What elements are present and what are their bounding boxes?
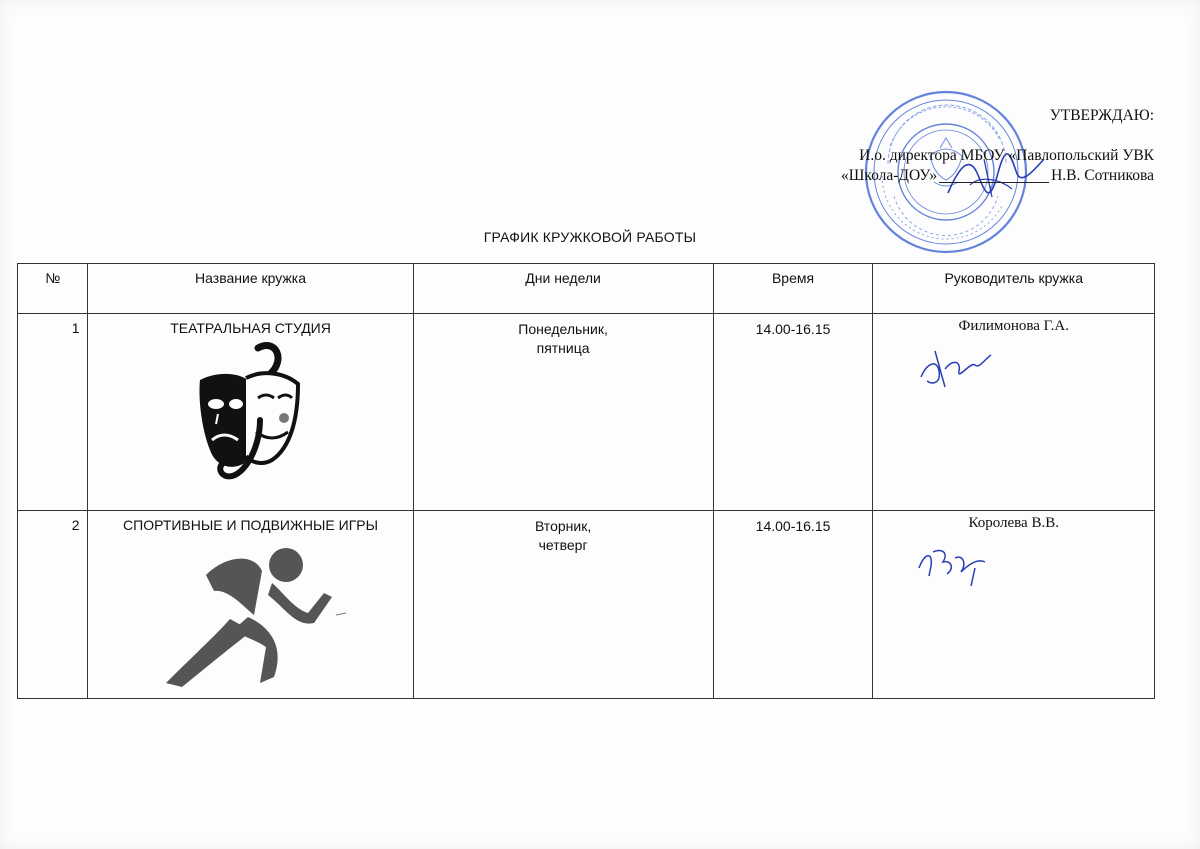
row-num: 1 bbox=[18, 314, 88, 511]
row-num: 2 bbox=[18, 511, 88, 699]
approval-heading: УТВЕРЖДАЮ: bbox=[1049, 107, 1154, 124]
days-line1: Понедельник, bbox=[518, 321, 608, 337]
club-name: СПОРТИВНЫЕ И ПОДВИЖНЫЕ ИГРЫ bbox=[123, 517, 379, 533]
row-leader-cell bbox=[873, 511, 1155, 699]
table-row bbox=[18, 511, 1155, 699]
approval-signer-line bbox=[841, 166, 1154, 186]
runner-icon bbox=[88, 533, 412, 698]
header-leader: Руководитель кружка bbox=[873, 264, 1155, 314]
header-name: Название кружка bbox=[88, 264, 413, 314]
row-time: 14.00-16.15 bbox=[713, 314, 873, 511]
table-header-row bbox=[18, 264, 1155, 314]
row-leader-cell bbox=[873, 314, 1155, 511]
approval-block bbox=[841, 106, 1154, 186]
row-days bbox=[413, 511, 713, 699]
header-time: Время bbox=[713, 264, 873, 314]
leader-signature bbox=[915, 341, 995, 391]
document-title: ГРАФИК КРУЖКОВОЙ РАБОТЫ bbox=[483, 229, 697, 245]
days-line2: четверг bbox=[538, 537, 588, 553]
row-days bbox=[413, 314, 713, 511]
days-line2: пятница bbox=[536, 340, 590, 356]
days-line1: Вторник, bbox=[534, 518, 592, 534]
approval-org: «Школа-ДОУ» bbox=[840, 167, 938, 184]
leader-name: Филимонова Г.А. bbox=[958, 318, 1069, 334]
header-num: № bbox=[18, 264, 88, 314]
leader-name: Королева В.В. bbox=[968, 515, 1059, 531]
header-days: Дни недели bbox=[413, 264, 713, 314]
approval-signer: Н.В. Сотникова bbox=[1051, 167, 1154, 184]
theatre-masks-icon bbox=[88, 336, 412, 493]
signature-line bbox=[939, 170, 1049, 183]
row-club-cell bbox=[88, 314, 413, 511]
row-time: 14.00-16.15 bbox=[713, 511, 873, 699]
club-name: ТЕАТРАЛЬНАЯ СТУДИЯ bbox=[170, 320, 331, 336]
club-schedule-table bbox=[17, 263, 1155, 699]
leader-signature bbox=[915, 538, 995, 588]
table-row bbox=[18, 314, 1155, 511]
approval-position: И.о. директора МБОУ «Павлопольский УВК bbox=[859, 147, 1154, 164]
row-club-cell bbox=[88, 511, 413, 699]
